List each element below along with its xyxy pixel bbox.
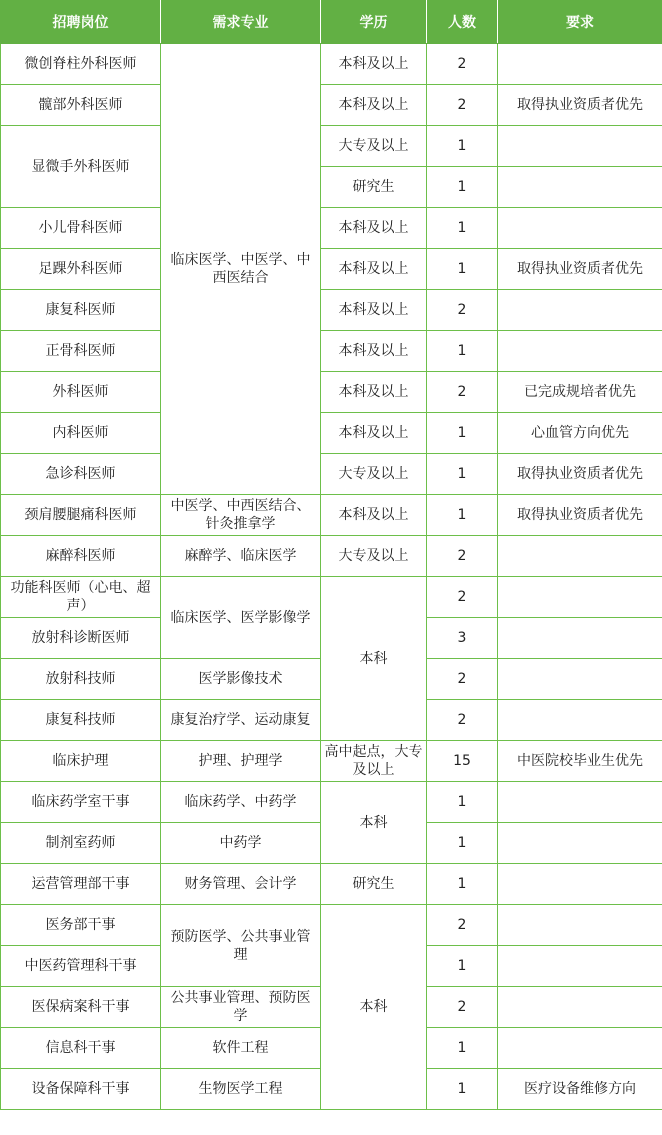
post-cell: 正骨科医师: [1, 331, 161, 372]
major-cell: 临床医学、医学影像学: [161, 577, 321, 659]
count-cell: 3: [427, 618, 498, 659]
requirement-cell: [498, 126, 662, 167]
requirement-cell: [498, 782, 662, 823]
table-row: [1, 741, 662, 782]
table-row: [1, 454, 662, 495]
post-cell: 康复科医师: [1, 290, 161, 331]
header-row: [1, 1, 662, 44]
requirement-cell: [498, 577, 662, 618]
major-cell: 预防医学、公共事业管理: [161, 905, 321, 987]
post-cell: 康复科技师: [1, 700, 161, 741]
count-cell: 2: [427, 290, 498, 331]
major-cell: 中医学、中西医结合、针灸推拿学: [161, 495, 321, 536]
post-cell: 足踝外科医师: [1, 249, 161, 290]
table-row: [1, 331, 662, 372]
major-cell: 康复治疗学、运动康复: [161, 700, 321, 741]
education-cell: 本科及以上: [321, 85, 427, 126]
requirement-cell: [498, 946, 662, 987]
education-cell: 本科: [321, 905, 427, 1110]
header-count: 人数: [427, 1, 498, 44]
table-row: [1, 208, 662, 249]
requirement-cell: 中医院校毕业生优先: [498, 741, 662, 782]
header-post: 招聘岗位: [1, 1, 161, 44]
count-cell: 1: [427, 331, 498, 372]
count-cell: 1: [427, 413, 498, 454]
count-cell: 2: [427, 577, 498, 618]
table-row: [1, 249, 662, 290]
table-row: [1, 44, 662, 85]
count-cell: 1: [427, 946, 498, 987]
requirement-cell: [498, 208, 662, 249]
post-cell: 运营管理部干事: [1, 864, 161, 905]
education-cell: 本科及以上: [321, 495, 427, 536]
table-row: [1, 905, 662, 946]
requirement-cell: 医疗设备维修方向: [498, 1069, 662, 1110]
education-cell: 大专及以上: [321, 454, 427, 495]
education-cell: 本科及以上: [321, 44, 427, 85]
count-cell: 1: [427, 208, 498, 249]
count-cell: 1: [427, 864, 498, 905]
post-cell: 急诊科医师: [1, 454, 161, 495]
count-cell: 1: [427, 782, 498, 823]
major-cell: 中药学: [161, 823, 321, 864]
requirement-cell: [498, 659, 662, 700]
education-cell: 研究生: [321, 864, 427, 905]
requirement-cell: [498, 864, 662, 905]
education-cell: 本科及以上: [321, 413, 427, 454]
table-row: [1, 782, 662, 823]
requirement-cell: [498, 1028, 662, 1069]
post-cell: 髋部外科医师: [1, 85, 161, 126]
major-cell: 临床药学、中药学: [161, 782, 321, 823]
post-cell: 功能科医师（心电、超声）: [1, 577, 161, 618]
post-cell: 小儿骨科医师: [1, 208, 161, 249]
post-cell: 医务部干事: [1, 905, 161, 946]
post-cell: 外科医师: [1, 372, 161, 413]
major-cell: 生物医学工程: [161, 1069, 321, 1110]
count-cell: 1: [427, 495, 498, 536]
post-cell: 颈肩腰腿痛科医师: [1, 495, 161, 536]
requirement-cell: [498, 905, 662, 946]
requirement-cell: [498, 167, 662, 208]
post-cell: 放射科诊断医师: [1, 618, 161, 659]
education-cell: 本科: [321, 577, 427, 741]
count-cell: 2: [427, 905, 498, 946]
requirement-cell: 心血管方向优先: [498, 413, 662, 454]
requirement-cell: [498, 44, 662, 85]
education-cell: 本科: [321, 782, 427, 864]
table-row: [1, 577, 662, 618]
education-cell: 本科及以上: [321, 290, 427, 331]
count-cell: 2: [427, 44, 498, 85]
count-cell: 1: [427, 249, 498, 290]
requirement-cell: 取得执业资质者优先: [498, 85, 662, 126]
post-cell: 内科医师: [1, 413, 161, 454]
header-requirement: 要求: [498, 1, 662, 44]
post-cell: 麻醉科医师: [1, 536, 161, 577]
requirement-cell: [498, 536, 662, 577]
table-row: [1, 864, 662, 905]
post-cell: 信息科干事: [1, 1028, 161, 1069]
requirement-cell: [498, 987, 662, 1028]
count-cell: 1: [427, 167, 498, 208]
major-cell: 医学影像技术: [161, 659, 321, 700]
post-cell: 临床药学室干事: [1, 782, 161, 823]
post-cell: 中医药管理科干事: [1, 946, 161, 987]
education-cell: 大专及以上: [321, 536, 427, 577]
table-row: [1, 126, 662, 167]
major-cell: 临床医学、中医学、中西医结合: [161, 44, 321, 495]
table-row: [1, 290, 662, 331]
requirement-cell: [498, 290, 662, 331]
requirement-cell: [498, 618, 662, 659]
count-cell: 1: [427, 126, 498, 167]
major-cell: 公共事业管理、预防医学: [161, 987, 321, 1028]
table-row: [1, 413, 662, 454]
header-major: 需求专业: [161, 1, 321, 44]
post-cell: 医保病案科干事: [1, 987, 161, 1028]
count-cell: 2: [427, 372, 498, 413]
count-cell: 15: [427, 741, 498, 782]
table-row: [1, 536, 662, 577]
requirement-cell: 已完成规培者优先: [498, 372, 662, 413]
requirement-cell: 取得执业资质者优先: [498, 454, 662, 495]
table-row: [1, 372, 662, 413]
post-cell: 放射科技师: [1, 659, 161, 700]
count-cell: 2: [427, 85, 498, 126]
education-cell: 本科及以上: [321, 372, 427, 413]
post-cell: 设备保障科干事: [1, 1069, 161, 1110]
education-cell: 本科及以上: [321, 249, 427, 290]
count-cell: 2: [427, 700, 498, 741]
requirement-cell: [498, 331, 662, 372]
requirement-cell: [498, 700, 662, 741]
major-cell: 财务管理、会计学: [161, 864, 321, 905]
count-cell: 2: [427, 987, 498, 1028]
education-cell: 本科及以上: [321, 331, 427, 372]
requirement-cell: [498, 823, 662, 864]
post-cell: 制剂室药师: [1, 823, 161, 864]
education-cell: 大专及以上: [321, 126, 427, 167]
count-cell: 1: [427, 1028, 498, 1069]
major-cell: 护理、护理学: [161, 741, 321, 782]
major-cell: 软件工程: [161, 1028, 321, 1069]
requirement-cell: 取得执业资质者优先: [498, 495, 662, 536]
major-cell: 麻醉学、临床医学: [161, 536, 321, 577]
education-cell: 研究生: [321, 167, 427, 208]
count-cell: 1: [427, 823, 498, 864]
education-cell: 高中起点，大专及以上: [321, 741, 427, 782]
post-cell: 显微手外科医师: [1, 126, 161, 208]
count-cell: 2: [427, 659, 498, 700]
header-education: 学历: [321, 1, 427, 44]
count-cell: 1: [427, 1069, 498, 1110]
count-cell: 2: [427, 536, 498, 577]
requirement-cell: 取得执业资质者优先: [498, 249, 662, 290]
post-cell: 临床护理: [1, 741, 161, 782]
education-cell: 本科及以上: [321, 208, 427, 249]
table-row: [1, 85, 662, 126]
count-cell: 1: [427, 454, 498, 495]
post-cell: 微创脊柱外科医师: [1, 44, 161, 85]
table-row: [1, 495, 662, 536]
